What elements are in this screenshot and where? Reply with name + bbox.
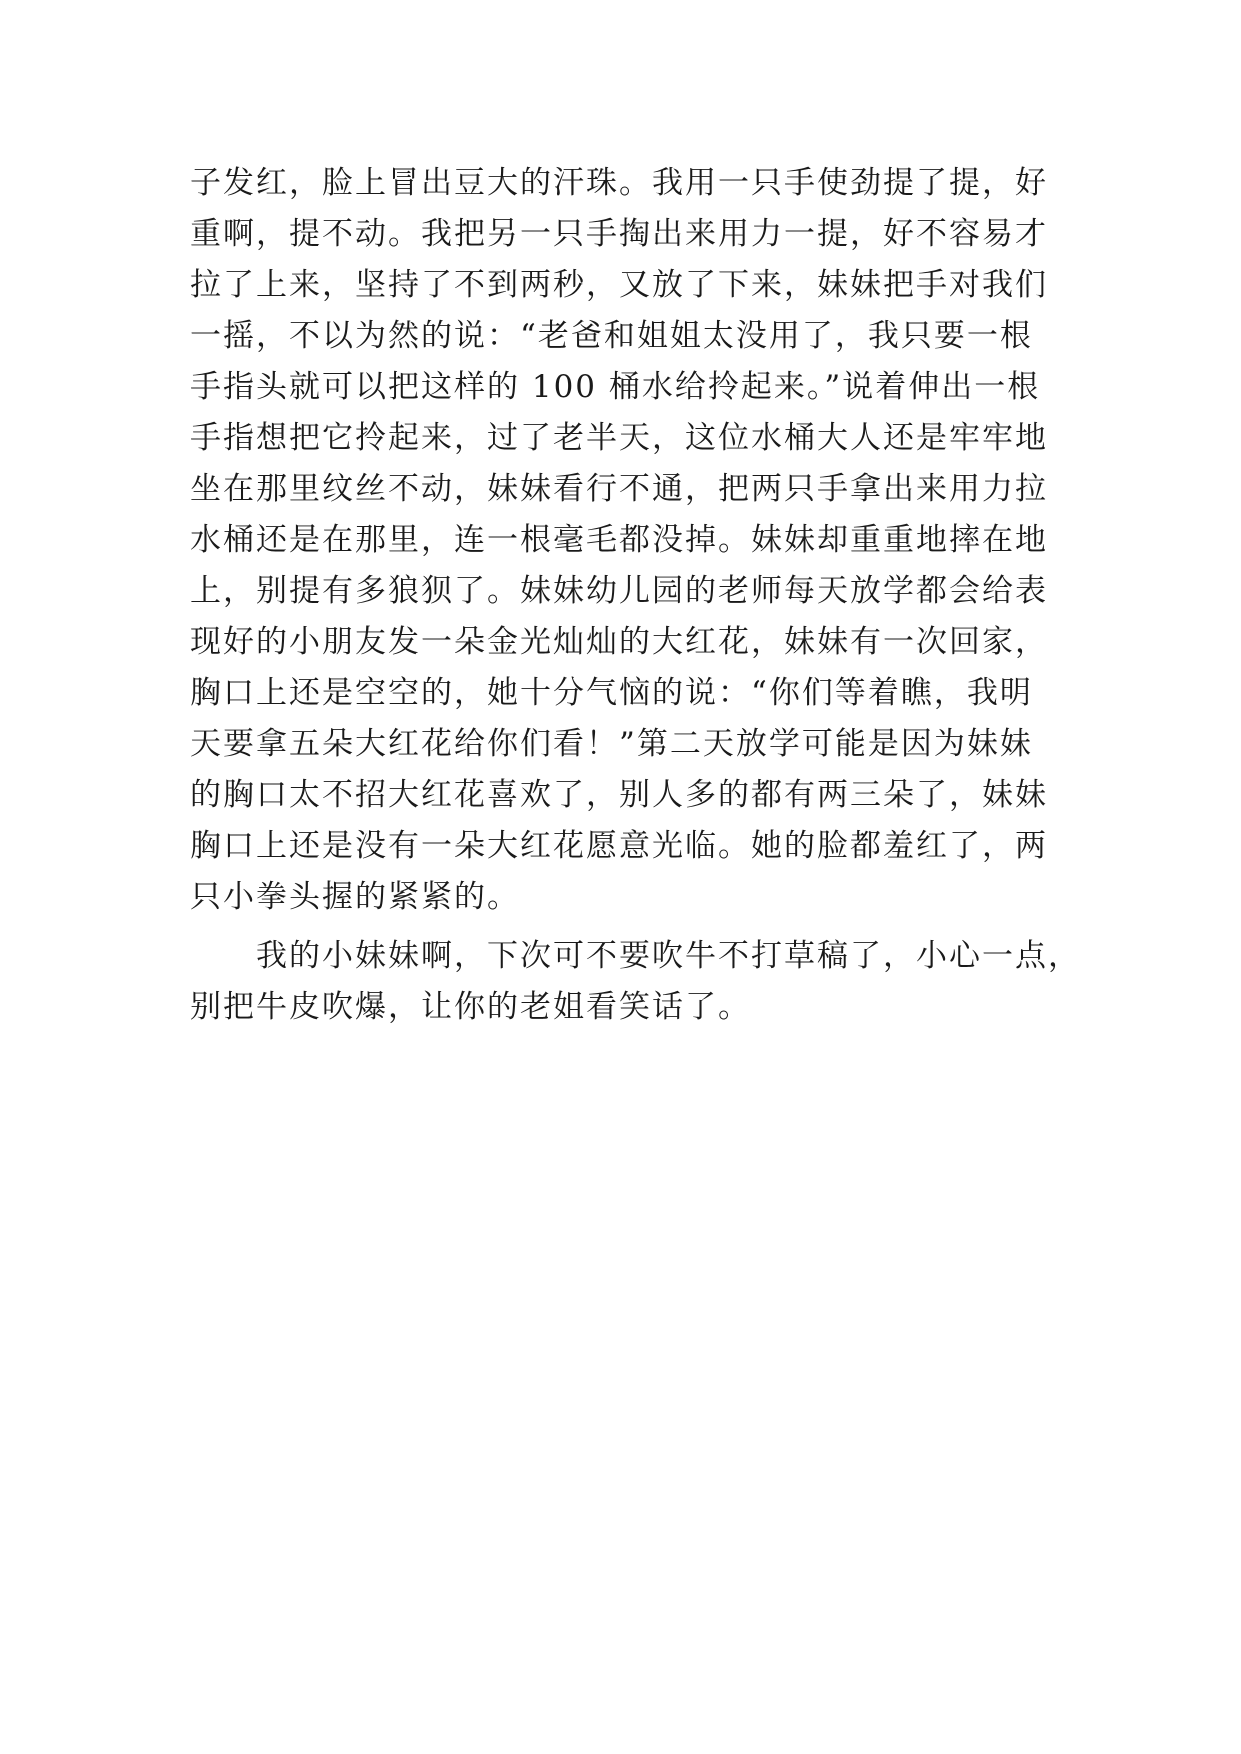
text-line: 一摇，不以为然的说：“老爸和姐姐太没用了，我只要一根 bbox=[190, 318, 1033, 354]
text-line: 天要拿五朵大红花给你们看！”第二天放学可能是因为妹妹 bbox=[190, 726, 1033, 762]
text-line: 坐在那里纹丝不动，妹妹看行不通，把两只手拿出来用力拉 bbox=[190, 471, 1048, 507]
text-line: 胸口上还是没有一朵大红花愿意光临。她的脸都羞红了，两 bbox=[190, 828, 1048, 864]
text-line: 手指想把它拎起来，过了老半天，这位水桶大人还是牢牢地 bbox=[190, 420, 1048, 456]
text-line: 重啊，提不动。我把另一只手掏出来用力一提，好不容易才 bbox=[190, 216, 1048, 252]
text-line: 子发红，脸上冒出豆大的汗珠。我用一只手使劲提了提，好 bbox=[190, 165, 1048, 201]
text-line: 别把牛皮吹爆，让你的老姐看笑话了。 bbox=[190, 989, 751, 1025]
text-line: 上，别提有多狼狈了。妹妹幼儿园的老师每天放学都会给表 bbox=[190, 573, 1048, 609]
text-line: 手指头就可以把这样的 100 桶水给拎起来。”说着伸出一根 bbox=[190, 369, 1041, 405]
text-line: 胸口上还是空空的，她十分气恼的说：“你们等着瞧，我明 bbox=[190, 675, 1033, 711]
text-line: 我的小妹妹啊，下次可不要吹牛不打草稿了，小心一点， bbox=[256, 938, 1081, 974]
text-line: 拉了上来，坚持了不到两秒，又放了下来，妹妹把手对我们 bbox=[190, 267, 1048, 303]
text-line: 水桶还是在那里，连一根毫毛都没掉。妹妹却重重地摔在地 bbox=[190, 522, 1048, 558]
text-line: 的胸口太不招大红花喜欢了，别人多的都有两三朵了，妹妹 bbox=[190, 777, 1048, 813]
text-line: 只小拳头握的紧紧的。 bbox=[190, 879, 520, 915]
text-line: 现好的小朋友发一朵金光灿灿的大红花，妹妹有一次回家， bbox=[190, 624, 1048, 660]
